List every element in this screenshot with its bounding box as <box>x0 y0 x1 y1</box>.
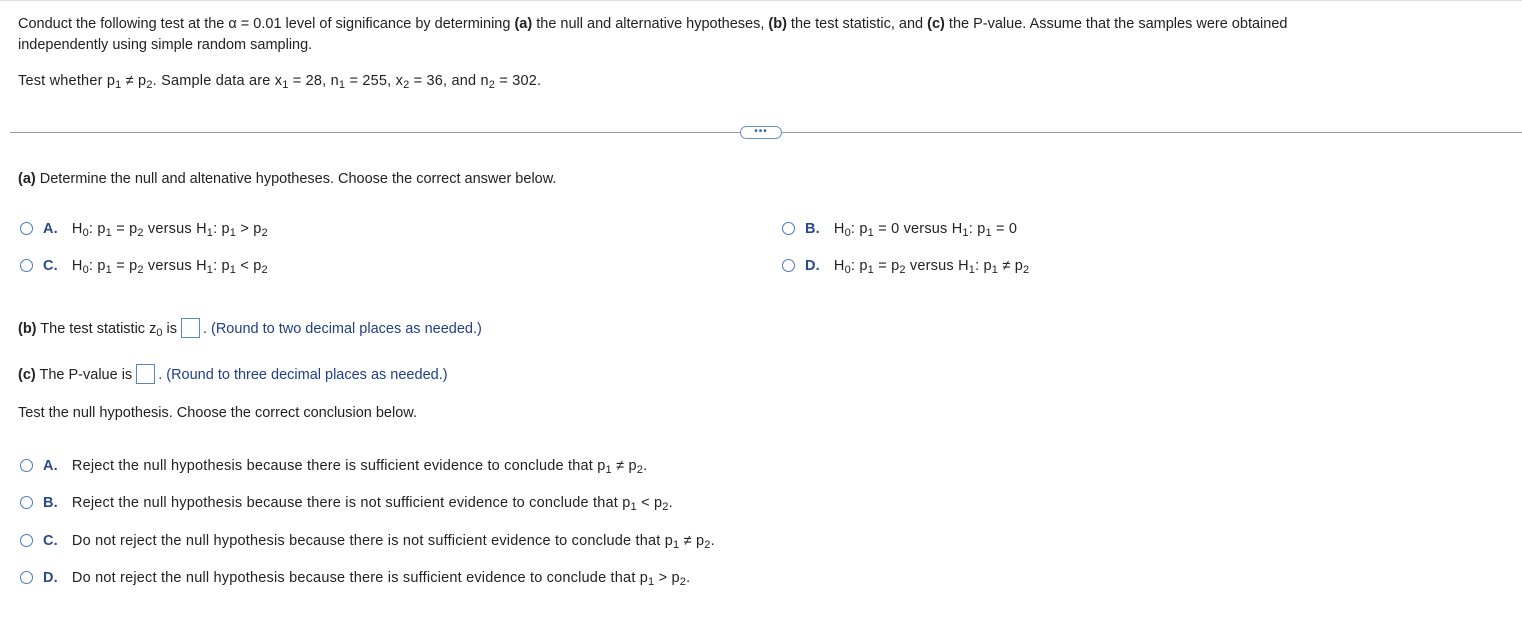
sub: 1 <box>867 227 874 239</box>
part-c-hint: . (Round to three decimal places as needed.) <box>158 367 448 383</box>
option-letter: B. <box>43 495 58 511</box>
part-c-text: The P-value is <box>35 367 133 383</box>
p: p <box>97 221 106 237</box>
h: H <box>71 258 83 274</box>
sub: 1 <box>968 264 976 276</box>
part-a-prompt <box>18 171 556 187</box>
sub: 1 <box>115 79 122 91</box>
tag-c: (c) <box>927 16 945 32</box>
eq: = <box>111 258 130 274</box>
lt: < <box>636 495 654 511</box>
sub: 0 <box>82 227 89 239</box>
n2-value: = 302. <box>495 73 542 89</box>
colon: : <box>850 221 860 237</box>
sub: 1 <box>648 576 655 588</box>
alpha-symbol: α <box>228 16 237 32</box>
gt: > <box>654 570 672 586</box>
radio-button[interactable] <box>20 222 33 235</box>
sub: 2 <box>704 539 711 551</box>
h: H <box>833 221 845 237</box>
sub: 1 <box>962 227 969 239</box>
colon: : <box>213 221 222 237</box>
sub: 1 <box>105 227 112 239</box>
h: H <box>833 258 845 274</box>
sub: 1 <box>229 227 237 239</box>
p: p <box>859 258 868 274</box>
p: p <box>1014 258 1024 274</box>
sub: 0 <box>82 264 89 276</box>
option-letter: A. <box>43 221 58 237</box>
sub: 2 <box>899 264 906 276</box>
p: p <box>977 221 986 237</box>
versus: versus <box>905 258 959 274</box>
n1-value: = 255, x <box>345 73 404 89</box>
sub: 1 <box>206 227 214 239</box>
radio-button[interactable] <box>20 459 33 472</box>
part-b-row <box>18 318 482 338</box>
eq: = <box>873 258 892 274</box>
colon: : <box>968 221 978 237</box>
option-letter: C. <box>43 258 58 274</box>
hypothesis-option-a[interactable] <box>20 221 268 237</box>
tag-b: (b) <box>768 16 787 32</box>
eq: = <box>111 221 130 237</box>
radio-button[interactable] <box>782 222 795 235</box>
part-c-row <box>18 364 448 384</box>
p: p <box>253 221 262 237</box>
sub: 0 <box>156 327 163 339</box>
p-value-input[interactable] <box>136 364 155 384</box>
p: p <box>983 258 992 274</box>
h: H <box>196 258 207 274</box>
eq: = <box>991 221 1009 237</box>
p: p <box>97 258 106 274</box>
sub: 2 <box>679 576 687 588</box>
conclusion-b-text: Reject the null hypothesis because there is not sufficient evidence to conclude that $p_1 < p_2$. <box>71 495 673 513</box>
problem-sample-data <box>18 73 541 89</box>
p: p <box>253 258 262 274</box>
conclusion-prompt: Test the null hypothesis. Choose the correct conclusion below. <box>18 405 417 421</box>
sub: 2 <box>488 79 496 91</box>
sub: 2 <box>146 79 153 91</box>
versus: versus <box>899 221 952 237</box>
part-b-hint: . (Round to two decimal places as needed.) <box>202 321 482 337</box>
sub: 2 <box>137 227 144 239</box>
sub: 1 <box>282 79 289 91</box>
radio-button[interactable] <box>782 259 795 272</box>
sub: 2 <box>137 264 144 276</box>
sub: 1 <box>867 264 874 276</box>
hypothesis-option-c[interactable] <box>20 258 268 274</box>
part-b-is: is <box>162 321 177 337</box>
test-prefix: Test whether p <box>18 73 116 89</box>
sub: 2 <box>636 464 644 476</box>
part-a-text: Determine the null and altenative hypotheses. Choose the correct answer below. <box>35 171 557 187</box>
radio-button[interactable] <box>20 259 33 272</box>
ne: ≠ <box>611 458 629 474</box>
lt: < <box>236 258 254 274</box>
p: p <box>859 221 868 237</box>
part-c-tag: (c) <box>18 367 36 383</box>
p: p <box>221 221 230 237</box>
sub: 0 <box>844 264 851 276</box>
zero: 0 <box>891 221 900 237</box>
conclusion-a-text: Reject the null hypothesis because there is sufficient evidence to conclude that $p_1 \ne p_2$. <box>71 458 648 476</box>
option-letter: C. <box>43 533 58 549</box>
conclusion-option-d[interactable] <box>20 570 690 586</box>
period: . <box>643 458 648 474</box>
intro-text: Conduct the following test at the <box>18 16 229 32</box>
sub: 1 <box>991 264 999 276</box>
option-letter: B. <box>805 221 820 237</box>
ne: ≠ <box>998 258 1015 274</box>
p: p <box>129 258 138 274</box>
conclusion-d-text: Do not reject the null hypothesis because there is sufficient evidence to conclude that $p_1 > p_2$. <box>71 570 691 588</box>
option-letter: A. <box>43 458 58 474</box>
sub: 2 <box>1023 264 1030 276</box>
top-border <box>0 0 1522 1</box>
sub: 0 <box>844 227 851 239</box>
radio-button[interactable] <box>20 571 33 584</box>
part-b-text: The test statistic z <box>36 321 157 337</box>
sub: 1 <box>630 501 637 513</box>
ne: ≠ <box>679 533 696 549</box>
conclusion-option-c[interactable] <box>20 533 715 549</box>
versus: versus <box>143 221 197 237</box>
intro-part-a: the null and alternative hypotheses, <box>532 16 769 32</box>
p: p <box>891 258 900 274</box>
intro-part-b: the test statistic, and <box>786 16 928 32</box>
test-mid: . Sample data are x <box>152 73 283 89</box>
problem-intro-line2: independently using simple random sampling. <box>18 37 313 53</box>
radio-button[interactable] <box>20 496 33 509</box>
sub: 1 <box>605 464 612 476</box>
radio-button[interactable] <box>20 534 33 547</box>
h: H <box>951 221 963 237</box>
option-letter: D. <box>805 258 820 274</box>
sub: 1 <box>673 539 680 551</box>
x2-value: = 36, and n <box>409 73 489 89</box>
x1-value: = 28, n <box>288 73 339 89</box>
sub: 1 <box>206 264 214 276</box>
sub: 1 <box>985 227 992 239</box>
colon: : <box>88 258 98 274</box>
conclusion-option-b[interactable] <box>20 495 673 511</box>
period: . <box>686 570 691 586</box>
h: H <box>196 221 207 237</box>
conclusion-option-a[interactable] <box>20 458 647 474</box>
period: . <box>668 495 673 511</box>
sub: 1 <box>338 79 346 91</box>
sub: 2 <box>261 264 268 276</box>
p: p <box>221 258 230 274</box>
sub: 1 <box>105 264 112 276</box>
expand-more-button[interactable]: ••• <box>740 126 782 139</box>
alpha-value: = 0.01 level of significance by determining <box>236 16 515 32</box>
h: H <box>958 258 969 274</box>
test-statistic-input[interactable] <box>181 318 200 338</box>
part-b-tag: (b) <box>18 321 37 337</box>
period: . <box>710 533 715 549</box>
conclusion-c-text: Do not reject the null hypothesis because there is not sufficient evidence to conclude that $p_1 \ne p_2$. <box>71 533 715 551</box>
h: H <box>71 221 83 237</box>
colon: : <box>975 258 984 274</box>
eq: = <box>873 221 892 237</box>
hypothesis-option-d[interactable] <box>782 258 1029 274</box>
part-a-tag: (a) <box>18 171 36 187</box>
zero: 0 <box>1008 221 1018 237</box>
colon: : <box>850 258 860 274</box>
ne: ≠ p <box>121 73 147 89</box>
colon: : <box>213 258 222 274</box>
sub: 2 <box>662 501 669 513</box>
problem-intro <box>18 16 1287 32</box>
intro-part-c: the P-value. Assume that the samples were obtained <box>944 16 1288 32</box>
sub: 2 <box>261 227 268 239</box>
hypothesis-option-b[interactable] <box>782 221 1017 237</box>
option-letter: D. <box>43 570 58 586</box>
gt: > <box>236 221 254 237</box>
p: p <box>129 221 138 237</box>
sub: 2 <box>403 79 410 91</box>
colon: : <box>88 221 98 237</box>
sub: 1 <box>229 264 237 276</box>
tag-a: (a) <box>514 16 533 32</box>
versus: versus <box>143 258 197 274</box>
